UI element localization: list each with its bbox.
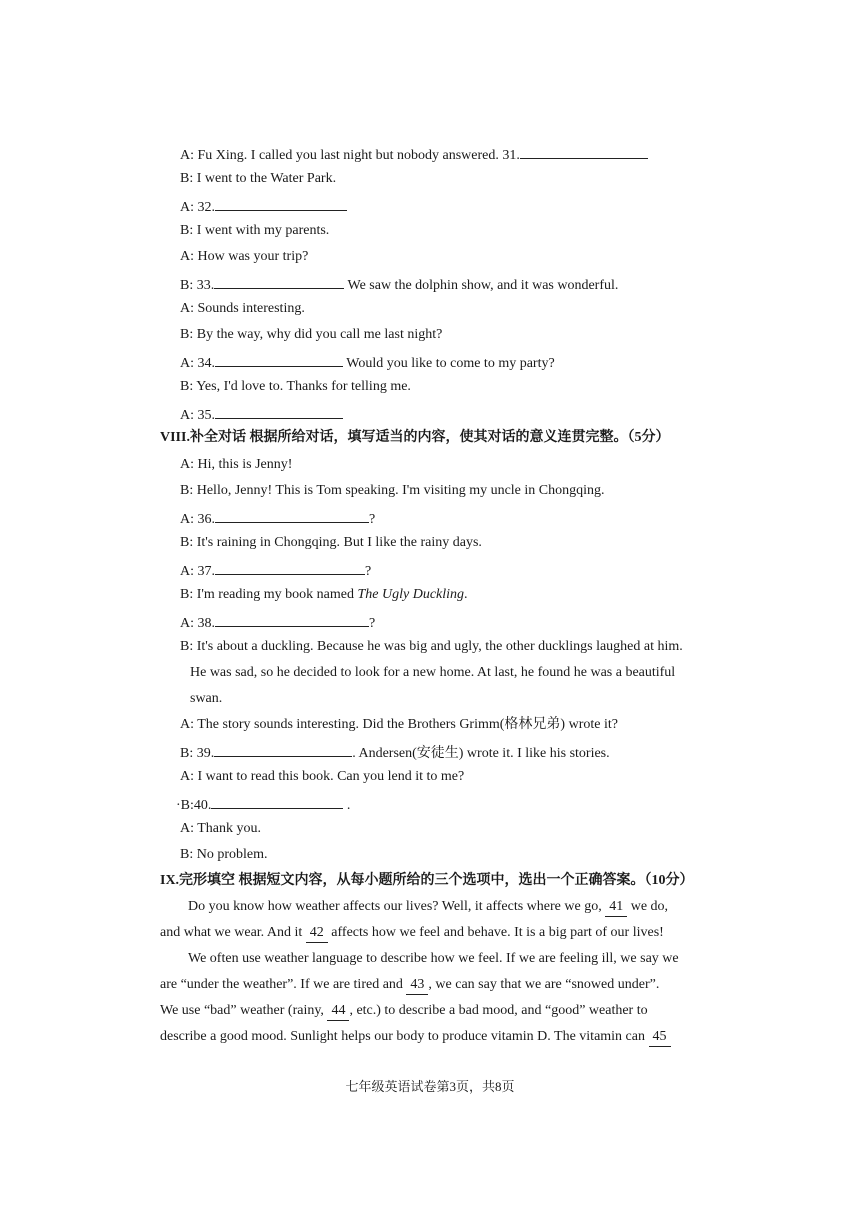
dialogue-line-37: [180, 560, 371, 581]
dialogue-line-36: [180, 508, 375, 529]
answer-blank-39[interactable]: [214, 742, 352, 757]
line-text: A: How was your trip?: [180, 249, 309, 264]
answer-blank-32[interactable]: [215, 196, 347, 211]
cloze-blank-43[interactable]: 43: [406, 976, 428, 995]
cloze-blank-41[interactable]: 41: [605, 898, 627, 917]
line-text: We saw the dolphin show, and it was wonderful.: [344, 278, 619, 293]
line-text: B: I'm reading my book named: [180, 587, 358, 602]
dialogue-line: A: Hi, this is Jenny!: [180, 457, 293, 472]
passage-line: [160, 924, 664, 943]
section-heading-ix: IX.完形填空 根据短文内容，从每小题所给的三个选项中，选出一个正确答案。（10分）: [160, 873, 694, 888]
line-text: affects how we feel and behave. It is a big part of our lives!: [327, 925, 664, 940]
page-footer: 七年级英语试卷第3页，共8页: [345, 1079, 515, 1094]
dialogue-line: A: I want to read this book. Can you lend it to me?: [180, 769, 465, 784]
line-text: A: 32.: [180, 200, 215, 215]
line-text: A: 37.: [180, 564, 215, 579]
answer-blank-31[interactable]: [520, 144, 648, 159]
dialogue-line: [180, 300, 305, 318]
line-text: Do you know how weather affects our lives? Well, it affects where we go,: [188, 899, 606, 914]
line-text: Would you like to come to my party?: [343, 356, 555, 371]
line-text: ·B:40.: [176, 798, 212, 813]
answer-blank-35[interactable]: [215, 404, 343, 419]
dialogue-line-34: [180, 352, 555, 373]
dialogue-line: B: It's raining in Chongqing. But I like the rainy days.: [180, 535, 482, 550]
answer-blank-40[interactable]: [211, 794, 343, 809]
line-text: we do,: [627, 899, 669, 914]
passage-line: We often use weather language to describe how we feel. If we are feeling ill, we say we: [188, 951, 679, 966]
dialogue-line: A: The story sounds interesting. Did the Brothers Grimm(格林兄弟) wrote it?: [180, 717, 618, 732]
dialogue-line: B: No problem.: [180, 847, 268, 862]
line-text: A: Sounds interesting.: [180, 301, 305, 316]
dialogue-line: B: Hello, Jenny! This is Tom speaking. I'm visiting my uncle in Chongqing.: [180, 483, 605, 498]
answer-blank-36[interactable]: [215, 508, 369, 523]
line-text: ?: [365, 564, 372, 579]
line-text: A: 35.: [180, 408, 215, 423]
dialogue-line-35: [180, 404, 343, 425]
line-text: .: [343, 798, 351, 813]
dialogue-line-32: [180, 196, 347, 217]
line-text: and what we wear. And it: [160, 925, 306, 940]
line-text: are “under the weather”. If we are tired and: [160, 977, 407, 992]
answer-blank-37[interactable]: [215, 560, 365, 575]
line-text: , etc.) to describe a bad mood, and “good” weather to: [349, 1003, 648, 1018]
line-text: .: [464, 587, 468, 602]
cloze-blank-44[interactable]: 44: [327, 1002, 349, 1021]
line-text: B: I went with my parents.: [180, 223, 330, 238]
line-text: A: 34.: [180, 356, 215, 371]
answer-blank-34[interactable]: [215, 352, 343, 367]
line-text: B: I went to the Water Park.: [180, 171, 337, 186]
line-text: . Andersen(安徒生) wrote it. I like his stories.: [352, 746, 610, 761]
line-text: B: By the way, why did you call me last night?: [180, 327, 443, 342]
dialogue-line: A: Thank you.: [180, 821, 262, 836]
answer-blank-33[interactable]: [214, 274, 344, 289]
line-text: We use “bad” weather (rainy,: [160, 1003, 328, 1018]
dialogue-line-33: [180, 274, 618, 295]
line-text: ?: [369, 512, 376, 527]
dialogue-line: He was sad, so he decided to look for a new home. At last, he found he was a beautiful: [190, 665, 676, 680]
dialogue-line: [180, 248, 308, 266]
line-text: describe a good mood. Sunlight helps our body to produce vitamin D. The vitamin can: [160, 1029, 649, 1044]
dialogue-line: [180, 586, 468, 604]
book-title: The Ugly Duckling: [357, 587, 465, 602]
line-text: , we can say that we are “snowed under”.: [428, 977, 660, 992]
passage-line: [160, 1028, 671, 1047]
cloze-blank-45[interactable]: 45: [649, 1028, 671, 1047]
dialogue-line: [180, 222, 329, 240]
dialogue-line-38: [180, 612, 375, 633]
answer-blank-38[interactable]: [215, 612, 369, 627]
dialogue-line: B: It's about a duckling. Because he was big and ugly, the other ducklings laughed at him.: [180, 639, 683, 654]
line-text: B: 39.: [180, 746, 215, 761]
dialogue-line: swan.: [190, 691, 223, 706]
cloze-blank-42[interactable]: 42: [306, 924, 328, 943]
dialogue-line: [180, 326, 442, 344]
line-text: A: 38.: [180, 616, 215, 631]
line-text: B: Yes, I'd love to. Thanks for telling me.: [180, 379, 411, 394]
line-text: ?: [369, 616, 376, 631]
dialogue-line: [180, 170, 336, 188]
dialogue-line-39: [180, 742, 610, 763]
dialogue-line-31: [180, 144, 648, 165]
passage-line: [160, 1002, 648, 1021]
passage-line: [160, 976, 659, 995]
line-text: B: 33.: [180, 278, 215, 293]
dialogue-line: [180, 378, 411, 396]
section-heading-viii: VIII.补全对话 根据所给对话，填写适当的内容，使其对话的意义连贯完整。（5分）: [160, 430, 670, 445]
dialogue-line-40: [176, 794, 350, 815]
line-text: A: 36.: [180, 512, 215, 527]
line-text: A: Fu Xing. I called you last night but nobody answered. 31.: [180, 148, 520, 163]
passage-line: [188, 898, 668, 917]
